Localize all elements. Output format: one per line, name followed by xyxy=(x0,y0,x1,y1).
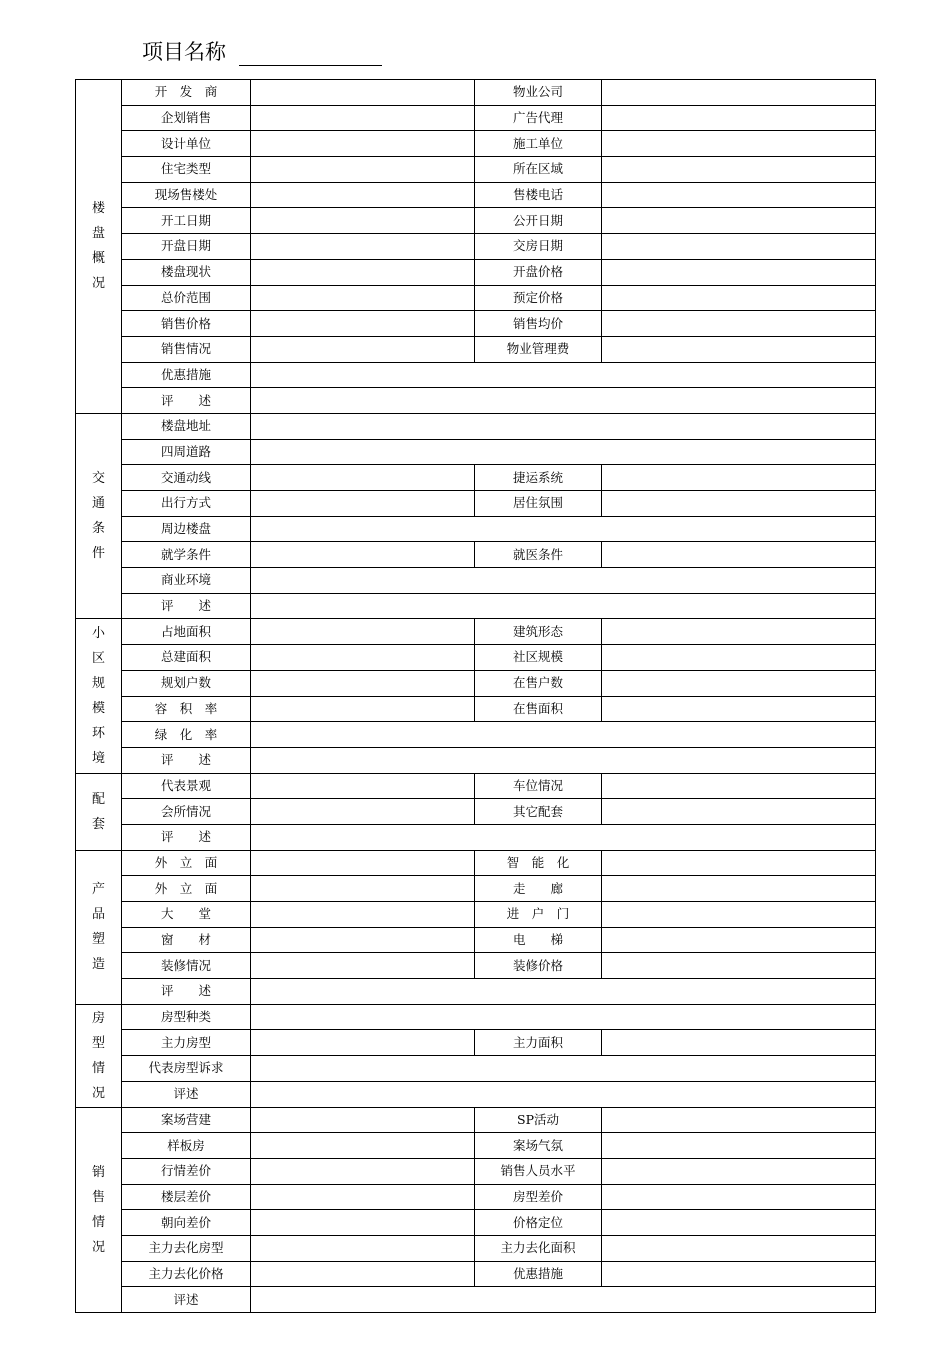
table-row xyxy=(76,388,876,414)
field-label: 房型种类 xyxy=(122,1004,251,1030)
field-label: 评 述 xyxy=(122,824,251,850)
table-row xyxy=(76,1107,876,1133)
field-label: 样板房 xyxy=(122,1133,251,1159)
field-value-cell-wide[interactable] xyxy=(251,1056,876,1082)
field-value-cell[interactable] xyxy=(602,670,876,696)
table-row xyxy=(76,927,876,953)
field-label: 开工日期 xyxy=(122,208,251,234)
field-label: 交通动线 xyxy=(122,465,251,491)
field-value-cell[interactable] xyxy=(251,1235,475,1261)
field-value-cell[interactable] xyxy=(602,80,876,106)
field-label: 总建面积 xyxy=(122,645,251,671)
field-value-cell[interactable] xyxy=(602,927,876,953)
field-value-cell-wide[interactable] xyxy=(251,979,876,1005)
field-value-cell[interactable] xyxy=(602,1030,876,1056)
table-row xyxy=(76,747,876,773)
table-row xyxy=(76,1210,876,1236)
field-label: 就医条件 xyxy=(475,542,602,568)
survey-table xyxy=(75,79,876,1313)
field-value-cell[interactable] xyxy=(602,1261,876,1287)
table-row xyxy=(76,105,876,131)
field-value-cell[interactable] xyxy=(602,234,876,260)
field-value-cell[interactable] xyxy=(251,850,475,876)
field-value-cell[interactable] xyxy=(602,465,876,491)
field-value-cell[interactable] xyxy=(602,336,876,362)
field-label: 设计单位 xyxy=(122,131,251,157)
field-value-cell[interactable] xyxy=(251,336,475,362)
field-label: 在售户数 xyxy=(475,670,602,696)
field-value-cell[interactable] xyxy=(251,1158,475,1184)
field-value-cell[interactable] xyxy=(602,1158,876,1184)
table-row xyxy=(76,1133,876,1159)
section-heading xyxy=(76,1004,122,1107)
field-label: 施工单位 xyxy=(475,131,602,157)
field-value-cell-wide[interactable] xyxy=(251,388,876,414)
field-value-cell[interactable] xyxy=(251,927,475,953)
field-value-cell-wide[interactable] xyxy=(251,824,876,850)
field-value-cell-wide[interactable] xyxy=(251,568,876,594)
field-label: 会所情况 xyxy=(122,799,251,825)
field-label: 建筑形态 xyxy=(475,619,602,645)
field-value-cell[interactable] xyxy=(251,1184,475,1210)
field-label: 评述 xyxy=(122,1081,251,1107)
field-value-cell[interactable] xyxy=(251,542,475,568)
table-row xyxy=(76,311,876,337)
field-label: 车位情况 xyxy=(475,773,602,799)
table-row xyxy=(76,131,876,157)
section-heading-text: 楼 盘 概 况 xyxy=(91,201,105,292)
table-row xyxy=(76,542,876,568)
section-heading xyxy=(76,619,122,773)
field-value-cell[interactable] xyxy=(602,696,876,722)
field-value-cell[interactable] xyxy=(251,670,475,696)
table-row xyxy=(76,1184,876,1210)
field-label: 销售价格 xyxy=(122,311,251,337)
field-label: 开盘价格 xyxy=(475,259,602,285)
section-heading xyxy=(76,850,122,1004)
field-label: 窗 材 xyxy=(122,927,251,953)
field-value-cell-wide[interactable] xyxy=(251,593,876,619)
field-label: 主力去化房型 xyxy=(122,1235,251,1261)
field-label: 企划销售 xyxy=(122,105,251,131)
field-label: 交房日期 xyxy=(475,234,602,260)
field-label: 优惠措施 xyxy=(122,362,251,388)
field-label: 朝向差价 xyxy=(122,1210,251,1236)
field-label: 评 述 xyxy=(122,979,251,1005)
field-value-cell[interactable] xyxy=(251,80,475,106)
field-label: 销售人员水平 xyxy=(475,1158,602,1184)
field-label: 主力房型 xyxy=(122,1030,251,1056)
field-value-cell[interactable] xyxy=(602,1184,876,1210)
field-label: 进 户 门 xyxy=(475,902,602,928)
field-label: 容 积 率 xyxy=(122,696,251,722)
field-value-cell[interactable] xyxy=(251,953,475,979)
table-row xyxy=(76,876,876,902)
field-value-cell[interactable] xyxy=(251,645,475,671)
field-value-cell[interactable] xyxy=(251,105,475,131)
table-row xyxy=(76,696,876,722)
table-row xyxy=(76,465,876,491)
table-row xyxy=(76,799,876,825)
field-label: 周边楼盘 xyxy=(122,516,251,542)
table-row xyxy=(76,157,876,183)
field-label: 主力去化价格 xyxy=(122,1261,251,1287)
field-label: 主力去化面积 xyxy=(475,1235,602,1261)
field-value-cell[interactable] xyxy=(251,1133,475,1159)
table-row xyxy=(76,413,876,439)
field-value-cell[interactable] xyxy=(602,259,876,285)
field-value-cell[interactable] xyxy=(602,491,876,517)
section-heading-text: 交 通 条 件 xyxy=(91,471,105,562)
table-row xyxy=(76,979,876,1005)
section-heading-text: 房 型 情 况 xyxy=(91,1010,105,1101)
field-value-cell[interactable] xyxy=(602,1133,876,1159)
field-label: 其它配套 xyxy=(475,799,602,825)
field-label: 销售均价 xyxy=(475,311,602,337)
field-value-cell[interactable] xyxy=(602,876,876,902)
field-value-cell[interactable] xyxy=(602,285,876,311)
field-value-cell[interactable] xyxy=(602,799,876,825)
field-label: 装修情况 xyxy=(122,953,251,979)
field-value-cell-wide[interactable] xyxy=(251,1081,876,1107)
field-label: 外 立 面 xyxy=(122,876,251,902)
field-label: 行情差价 xyxy=(122,1158,251,1184)
field-label: 大 堂 xyxy=(122,902,251,928)
field-value-cell[interactable] xyxy=(251,491,475,517)
field-value-cell[interactable] xyxy=(602,619,876,645)
table-row xyxy=(76,773,876,799)
field-label: 开盘日期 xyxy=(122,234,251,260)
section-heading xyxy=(76,413,122,619)
field-value-cell[interactable] xyxy=(251,1107,475,1133)
field-label: 商业环境 xyxy=(122,568,251,594)
table-row xyxy=(76,285,876,311)
field-value-cell[interactable] xyxy=(251,696,475,722)
table-row xyxy=(76,1056,876,1082)
field-label: 楼盘地址 xyxy=(122,413,251,439)
table-row xyxy=(76,362,876,388)
field-label: 代表景观 xyxy=(122,773,251,799)
field-value-cell[interactable] xyxy=(602,131,876,157)
table-row xyxy=(76,80,876,106)
field-label: 占地面积 xyxy=(122,619,251,645)
field-label: 绿 化 率 xyxy=(122,722,251,748)
field-value-cell[interactable] xyxy=(251,259,475,285)
field-label: 捷运系统 xyxy=(475,465,602,491)
field-label: 在售面积 xyxy=(475,696,602,722)
field-value-cell[interactable] xyxy=(251,465,475,491)
table-row xyxy=(76,953,876,979)
field-label: 智 能 化 xyxy=(475,850,602,876)
field-label: 开 发 商 xyxy=(122,80,251,106)
field-label: 评 述 xyxy=(122,388,251,414)
section-heading-text: 配 套 xyxy=(91,791,105,832)
table-row xyxy=(76,593,876,619)
field-value-cell-wide[interactable] xyxy=(251,1004,876,1030)
field-label: 代表房型诉求 xyxy=(122,1056,251,1082)
field-value-cell[interactable] xyxy=(602,953,876,979)
field-value-cell-wide[interactable] xyxy=(251,747,876,773)
field-value-cell[interactable] xyxy=(602,311,876,337)
field-value-cell[interactable] xyxy=(602,773,876,799)
field-value-cell[interactable] xyxy=(602,542,876,568)
field-label: 物业公司 xyxy=(475,80,602,106)
field-label: 四周道路 xyxy=(122,439,251,465)
table-row xyxy=(76,645,876,671)
field-label: 现场售楼处 xyxy=(122,182,251,208)
project-title-label: 项目名称 xyxy=(142,40,226,64)
table-row xyxy=(76,722,876,748)
field-value-cell-wide[interactable] xyxy=(251,1287,876,1313)
table-row xyxy=(76,234,876,260)
field-value-cell[interactable] xyxy=(602,157,876,183)
field-value-cell[interactable] xyxy=(251,131,475,157)
field-label: 装修价格 xyxy=(475,953,602,979)
table-row xyxy=(76,336,876,362)
table-row xyxy=(76,491,876,517)
field-label: 房型差价 xyxy=(475,1184,602,1210)
field-label: 楼盘现状 xyxy=(122,259,251,285)
field-value-cell[interactable] xyxy=(602,850,876,876)
section-heading xyxy=(76,80,122,414)
table-row xyxy=(76,182,876,208)
field-value-cell[interactable] xyxy=(602,1107,876,1133)
table-row xyxy=(76,850,876,876)
field-label: 住宅类型 xyxy=(122,157,251,183)
field-value-cell[interactable] xyxy=(602,208,876,234)
field-label: 公开日期 xyxy=(475,208,602,234)
section-heading xyxy=(76,1107,122,1313)
table-row xyxy=(76,670,876,696)
field-value-cell[interactable] xyxy=(251,799,475,825)
table-row xyxy=(76,1261,876,1287)
table-row xyxy=(76,1158,876,1184)
table-row xyxy=(76,259,876,285)
section-heading-text: 产 品 塑 造 xyxy=(91,882,105,973)
table-row xyxy=(76,902,876,928)
field-label: 规划户数 xyxy=(122,670,251,696)
table-row xyxy=(76,1004,876,1030)
field-value-cell-wide[interactable] xyxy=(251,516,876,542)
project-name-blank[interactable] xyxy=(239,43,382,66)
field-label: 走 廊 xyxy=(475,876,602,902)
table-row xyxy=(76,1081,876,1107)
field-value-cell[interactable] xyxy=(602,1235,876,1261)
field-value-cell[interactable] xyxy=(251,182,475,208)
field-label: 总价范围 xyxy=(122,285,251,311)
table-row xyxy=(76,208,876,234)
field-value-cell[interactable] xyxy=(251,1030,475,1056)
field-value-cell[interactable] xyxy=(602,105,876,131)
field-label: 就学条件 xyxy=(122,542,251,568)
field-label: SP活动 xyxy=(475,1107,602,1133)
field-value-cell[interactable] xyxy=(251,234,475,260)
field-label: 评 述 xyxy=(122,593,251,619)
field-label: 物业管理费 xyxy=(475,336,602,362)
table-row xyxy=(76,516,876,542)
field-label: 外 立 面 xyxy=(122,850,251,876)
field-label: 预定价格 xyxy=(475,285,602,311)
section-heading xyxy=(76,773,122,850)
field-value-cell-wide[interactable] xyxy=(251,362,876,388)
field-label: 广告代理 xyxy=(475,105,602,131)
table-row xyxy=(76,439,876,465)
field-value-cell[interactable] xyxy=(251,157,475,183)
field-value-cell[interactable] xyxy=(251,619,475,645)
table-row xyxy=(76,1030,876,1056)
field-value-cell[interactable] xyxy=(602,645,876,671)
field-label: 所在区域 xyxy=(475,157,602,183)
field-label: 销售情况 xyxy=(122,336,251,362)
table-row xyxy=(76,568,876,594)
field-value-cell-wide[interactable] xyxy=(251,413,876,439)
field-label: 居住氛围 xyxy=(475,491,602,517)
section-heading-text: 小 区 规 模 环 境 xyxy=(91,626,105,766)
field-label: 价格定位 xyxy=(475,1210,602,1236)
project-title-area xyxy=(142,36,382,66)
field-value-cell[interactable] xyxy=(251,285,475,311)
field-label: 优惠措施 xyxy=(475,1261,602,1287)
field-label: 主力面积 xyxy=(475,1030,602,1056)
table-row xyxy=(76,824,876,850)
field-value-cell[interactable] xyxy=(602,182,876,208)
field-label: 社区规模 xyxy=(475,645,602,671)
field-value-cell[interactable] xyxy=(251,208,475,234)
field-label: 楼层差价 xyxy=(122,1184,251,1210)
field-value-cell-wide[interactable] xyxy=(251,439,876,465)
field-label: 评 述 xyxy=(122,747,251,773)
field-label: 评述 xyxy=(122,1287,251,1313)
field-value-cell[interactable] xyxy=(251,311,475,337)
table-row xyxy=(76,619,876,645)
field-value-cell-wide[interactable] xyxy=(251,722,876,748)
field-label: 电 梯 xyxy=(475,927,602,953)
field-value-cell[interactable] xyxy=(251,876,475,902)
field-label: 案场气氛 xyxy=(475,1133,602,1159)
table-row xyxy=(76,1287,876,1313)
field-label: 案场营建 xyxy=(122,1107,251,1133)
section-heading-text: 销 售 情 况 xyxy=(91,1164,105,1255)
field-value-cell[interactable] xyxy=(602,1210,876,1236)
field-value-cell[interactable] xyxy=(251,1261,475,1287)
field-label: 售楼电话 xyxy=(475,182,602,208)
field-value-cell[interactable] xyxy=(251,773,475,799)
field-value-cell[interactable] xyxy=(251,1210,475,1236)
field-value-cell[interactable] xyxy=(602,902,876,928)
field-value-cell[interactable] xyxy=(251,902,475,928)
field-label: 出行方式 xyxy=(122,491,251,517)
table-row xyxy=(76,1235,876,1261)
